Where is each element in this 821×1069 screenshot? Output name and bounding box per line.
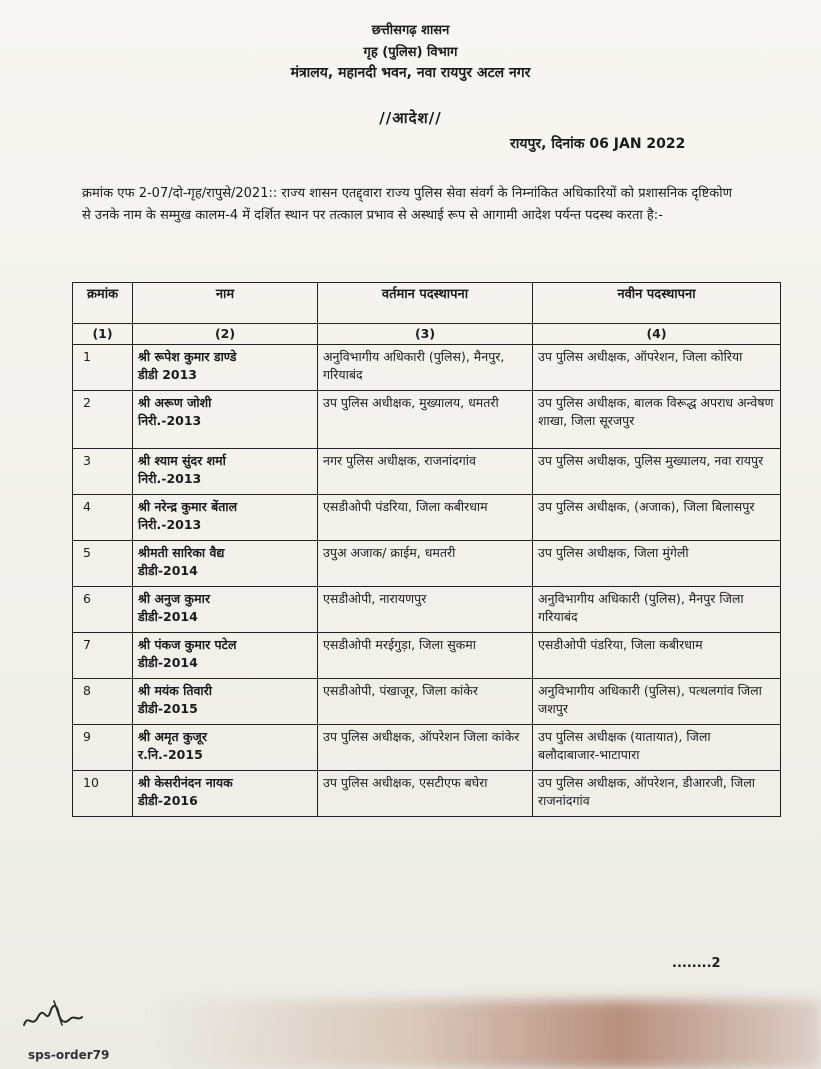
row-serial: 8 [73, 679, 133, 725]
officer-batch: डीडी-2015 [138, 701, 198, 716]
new-posting: उप पुलिस अधीक्षक, ऑपरेशन, डीआरजी, जिला राजनांदगांव [533, 771, 781, 817]
new-posting: उप पुलिस अधीक्षक, (अजाक), जिला बिलासपुर [533, 495, 781, 541]
table-row [73, 771, 781, 817]
table-header-row [73, 283, 781, 324]
current-posting: नगर पुलिस अधीक्षक, राजनांदगांव [318, 449, 533, 495]
header-name: नाम [133, 283, 318, 324]
header-department: गृह (पुलिस) विभाग [363, 45, 458, 60]
row-serial: 2 [73, 391, 133, 449]
table-row [73, 679, 781, 725]
officer-name: श्री श्याम सुंदर शर्मा [138, 453, 226, 468]
column-number: (2) [133, 324, 318, 345]
table-row [73, 345, 781, 391]
row-serial: 5 [73, 541, 133, 587]
officer-name: श्री रूपेश कुमार डाण्डे [138, 349, 237, 364]
officer-name: श्री केसरीनंदन नायक [138, 775, 233, 790]
column-number: (1) [73, 324, 133, 345]
officer-cell [133, 495, 318, 541]
officer-name: श्री अनुज कुमार [138, 591, 210, 606]
column-number-row [73, 324, 781, 345]
header-serial: क्रमांक [73, 283, 133, 324]
handwritten-signature [18, 995, 98, 1035]
current-posting: एसडीओपी पंडरिया, जिला कबीरधाम [318, 495, 533, 541]
row-serial: 4 [73, 495, 133, 541]
table-row [73, 725, 781, 771]
table-row [73, 633, 781, 679]
officer-name: श्री अमृत कुजूर [138, 729, 207, 744]
officer-cell [133, 587, 318, 633]
row-serial: 7 [73, 633, 133, 679]
officer-cell [133, 725, 318, 771]
column-number: (4) [533, 324, 781, 345]
column-number: (3) [318, 324, 533, 345]
officer-cell [133, 633, 318, 679]
header-government: छत्तीसगढ़ शासन [371, 23, 450, 38]
officer-batch: डीडी-2014 [138, 563, 198, 578]
officer-cell [133, 771, 318, 817]
officer-batch: डीडी-2014 [138, 655, 198, 670]
officer-cell [133, 345, 318, 391]
header-new-posting: नवीन पदस्थापना [533, 283, 781, 324]
officer-name: श्रीमती सारिका वैद्य [138, 545, 225, 560]
photo-shadow [150, 1000, 821, 1069]
header-address: मंत्रालय, महानदी भवन, नवा रायपुर अटल नगर [290, 65, 531, 81]
new-posting: उप पुलिस अधीक्षक, ऑपरेशन, जिला कोरिया [533, 345, 781, 391]
current-posting: एसडीओपी, नारायणपुर [318, 587, 533, 633]
officer-cell [133, 679, 318, 725]
officer-name: श्री अरूण जोशी [138, 395, 212, 410]
officer-name: श्री मयंक तिवारी [138, 683, 213, 698]
new-posting: उप पुलिस अधीक्षक, पुलिस मुख्यालय, नवा रायपुर [533, 449, 781, 495]
new-posting: उप पुलिस अधीक्षक (यातायात), जिला बलौदाबाजार-भाटापारा [533, 725, 781, 771]
current-posting: उप पुलिस अधीक्षक, एसटीएफ बघेरा [318, 771, 533, 817]
page-number: ........2 [672, 956, 721, 971]
officer-name: श्री नरेन्द्र कुमार बेंताल [138, 499, 238, 514]
current-posting: एसडीओपी मरईगुड़ा, जिला सुकमा [318, 633, 533, 679]
new-posting: उप पुलिस अधीक्षक, बालक विरूद्ध अपराध अन्वेषण शाखा, जिला सूरजपुर [533, 391, 781, 449]
current-posting: अनुविभागीय अधिकारी (पुलिस), मैनपुर, गरियाबंद [318, 345, 533, 391]
row-serial: 6 [73, 587, 133, 633]
table-row [73, 449, 781, 495]
row-serial: 3 [73, 449, 133, 495]
officer-batch: निरी.-2013 [138, 471, 202, 486]
order-date: रायपुर, दिनांक 06 JAN 2022 [510, 136, 686, 152]
current-posting: एसडीओपी, पंखाजूर, जिला कांकेर [318, 679, 533, 725]
table-row [73, 541, 781, 587]
officer-batch: डीडी 2013 [138, 367, 197, 382]
order-title: //आदेश// [379, 109, 442, 127]
current-posting: उपुअ अजाक/ क्राईम, धमतरी [318, 541, 533, 587]
officer-cell [133, 449, 318, 495]
officer-batch: र.नि.-2015 [138, 747, 203, 762]
officer-batch: निरी.-2013 [138, 413, 202, 428]
new-posting: अनुविभागीय अधिकारी (पुलिस), मैनपुर जिला गरियाबंद [533, 587, 781, 633]
officer-cell [133, 391, 318, 449]
new-posting: अनुविभागीय अधिकारी (पुलिस), पत्थलगांव जिला जशपुर [533, 679, 781, 725]
officer-batch: निरी.-2013 [138, 517, 202, 532]
current-posting: उप पुलिस अधीक्षक, मुख्यालय, धमतरी [318, 391, 533, 449]
current-posting: उप पुलिस अधीक्षक, ऑपरेशन जिला कांकेर [318, 725, 533, 771]
row-serial: 10 [73, 771, 133, 817]
officer-batch: डीडी-2016 [138, 793, 198, 808]
officer-batch: डीडी-2014 [138, 609, 198, 624]
officer-name: श्री पंकज कुमार पटेल [138, 637, 237, 652]
row-serial: 1 [73, 345, 133, 391]
order-body-text: क्रमांक एफ 2-07/दो-गृह/रापुसे/2021:: राज्य शासन एतद्द्वारा राज्य पुलिस सेवा संवर्ग के निम्नांकित अधिकारियों को प्रशासनिक दृष्टिकोण से उनके नाम के सम्मुख कालम-4 में दर्शित स्थान पर तत्काल प्रभाव से अस्थाई रूप से आगामी आदेश पर्यन्त पदस्थ करता है:- [82, 186, 732, 223]
new-posting: उप पुलिस अधीक्षक, जिला मुंगेली [533, 541, 781, 587]
table-row [73, 391, 781, 449]
header-current-posting: वर्तमान पदस्थापना [318, 283, 533, 324]
row-serial: 9 [73, 725, 133, 771]
posting-table [72, 282, 781, 817]
officer-cell [133, 541, 318, 587]
new-posting: एसडीओपी पंडरिया, जिला कबीरधाम [533, 633, 781, 679]
footer-file-code: sps-order79 [28, 1048, 110, 1062]
table-row [73, 587, 781, 633]
table-row [73, 495, 781, 541]
